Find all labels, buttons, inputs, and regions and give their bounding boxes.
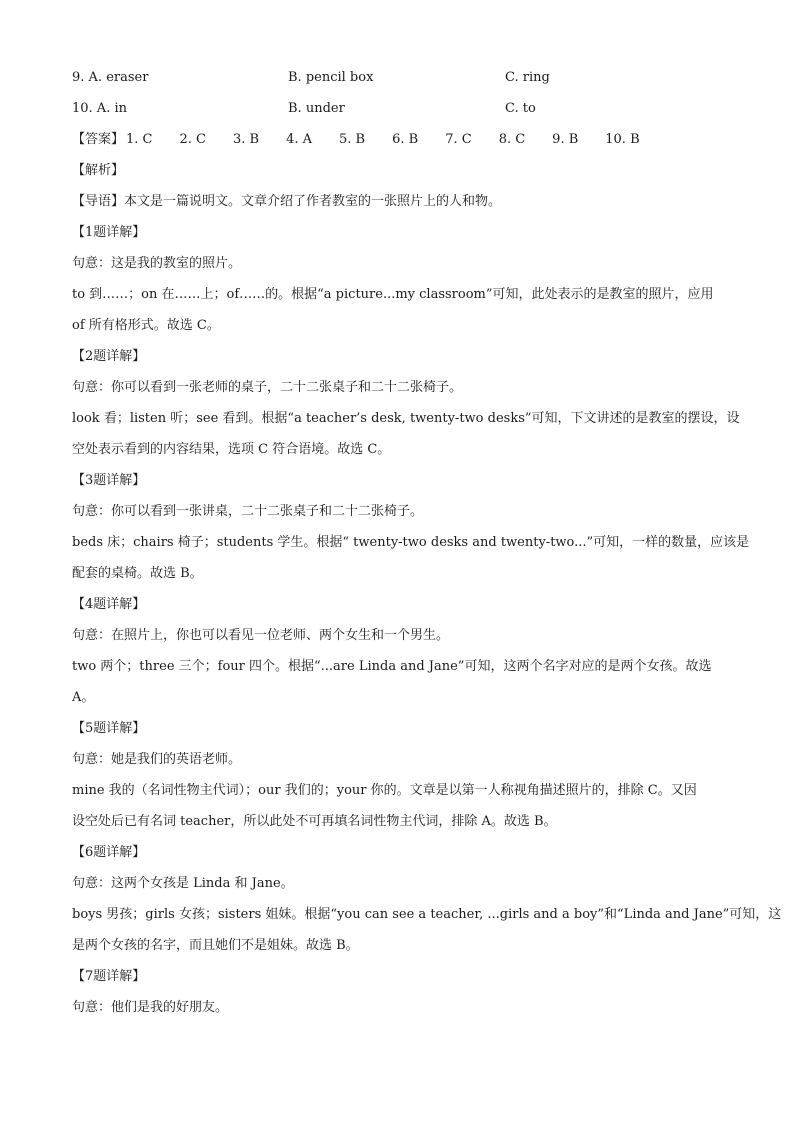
answer-item: 2. C [179,132,206,147]
q7-meaning: 句意：他们是我的好朋友。 [72,1000,229,1015]
q1-heading: 【1题详解】 [72,225,146,240]
answer-item: 5. B [339,132,366,147]
q2-meaning: 句意：你可以看到一张老师的桌子，二十二张桌子和二十二张椅子。 [72,380,463,395]
q4-explain-line2: A。 [72,690,95,705]
q2-explain-line2: 空处表示看到的内容结果，选项 C 符合语境。故选 C。 [72,442,391,457]
guide-text: 【导语】本文是一篇说明文。文章介绍了作者教室的一张照片上的人和物。 [72,194,502,209]
option-9b: B. pencil box [288,70,374,85]
q5-heading: 【5题详解】 [72,721,146,736]
q2-heading: 【2题详解】 [72,349,146,364]
q5-meaning: 句意：她是我们的英语老师。 [72,752,242,767]
option-10b: B. under [288,101,345,116]
options-row-9 [72,62,722,93]
q3-explain-line1: beds 床；chairs 椅子；students 学生。根据“ twenty-two desks and twenty-two...”可知，一样的数量，应该是 [72,535,750,550]
analysis-heading: 【解析】 [72,163,125,178]
q3-heading: 【3题详解】 [72,473,146,488]
option-10a: 10. A. in [72,101,127,116]
answer-item: 1. C [126,132,153,147]
answer-item: 3. B [232,132,260,147]
q1-meaning: 句意：这是我的教室的照片。 [72,256,242,271]
q6-heading: 【6题详解】 [72,845,146,860]
q2-explain-line1: look 看；listen 听；see 看到。根据“a teacher’s desk, twenty-two desks”可知，下文讲述的是教室的摆设，设 [72,411,740,426]
q6-explain-line1: boys 男孩；girls 女孩；sisters 姐妹。根据“you can see a teacher, ...girls and a boy”和“Linda and Jane”可知，这 [72,907,782,922]
answer-item: 7. C [445,132,472,147]
answer-key [72,124,722,155]
q1-explain-line1: to 到……；on 在……上；of……的。根据“a picture...my classroom”可知，此处表示的是教室的照片，应用 [72,287,714,302]
q4-meaning: 句意：在照片上，你也可以看见一位老师、两个女生和一个男生。 [72,628,450,643]
option-9c: C. ring [505,70,550,85]
option-9a: 9. A. eraser [72,70,149,85]
answer-item: 10. B [605,132,640,147]
q5-explain-line2: 设空处后已有名词 teacher，所以此处不可再填名词性物主代词，排除 A。故选 B。 [72,814,557,829]
q3-meaning: 句意：你可以看到一张讲桌，二十二张桌子和二十二张椅子。 [72,504,424,519]
document-content [72,62,782,1023]
answer-item: 9. B [552,132,579,147]
q6-explain-line2: 是两个女孩的名字，而且她们不是姐妹。故选 B。 [72,938,359,953]
q6-meaning: 句意：这两个女孩是 Linda 和 Jane。 [72,876,294,891]
q3-explain-line2: 配套的桌椅。故选 B。 [72,566,203,581]
answer-item: 4. A [286,132,313,147]
options-row-10 [72,93,722,124]
answer-item: 6. B [392,132,419,147]
q1-explain-line2: of 所有格形式。故选 C。 [72,318,220,333]
q4-heading: 【4题详解】 [72,597,146,612]
answer-item: 8. C [498,132,526,147]
option-10c: C. to [505,101,536,116]
answer-tag: 【答案】 [72,132,125,147]
q5-explain-line1: mine 我的（名词性物主代词）；our 我们的；your 你的。文章是以第一人称视角描述照片的，排除 C。又因 [72,783,697,798]
q4-explain-line1: two 两个；three 三个；four 四个。根据“...are Linda and Jane”可知，这两个名字对应的是两个女孩。故选 [72,659,712,674]
q7-heading: 【7题详解】 [72,969,146,984]
